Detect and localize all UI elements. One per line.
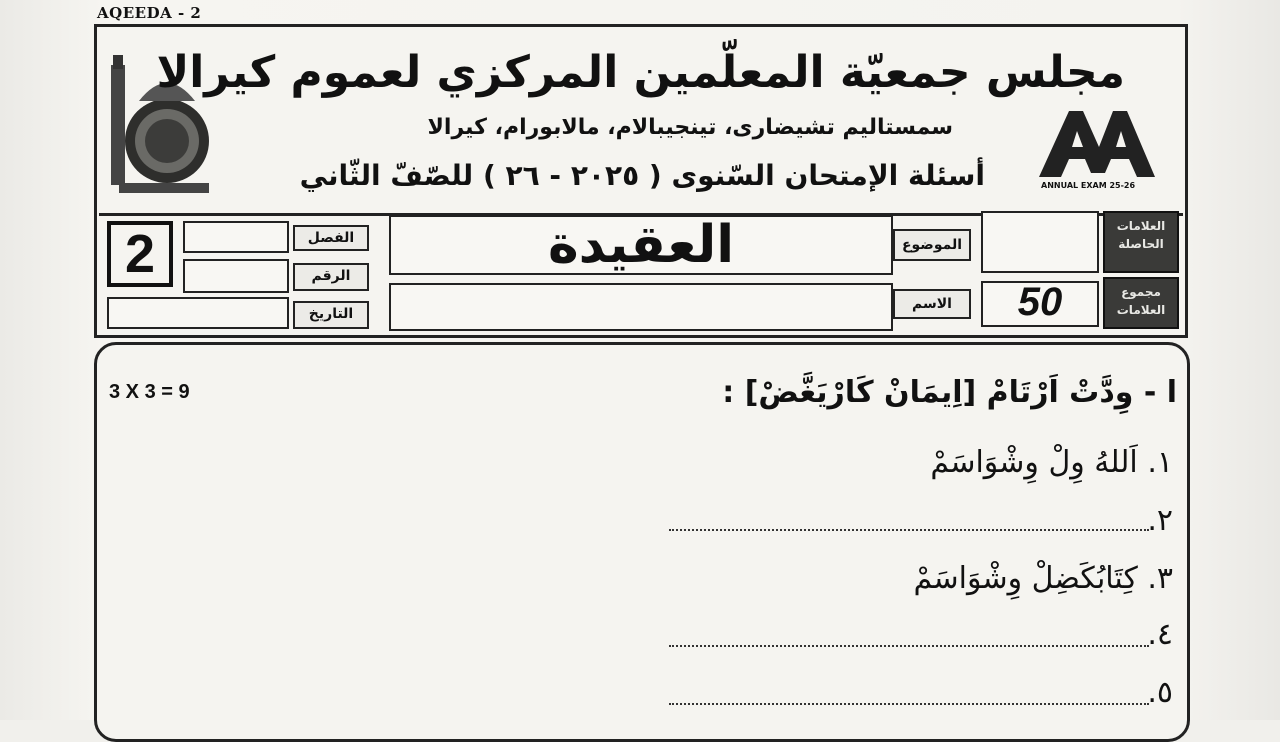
name-label: الاسم: [893, 289, 971, 319]
class-label: الفصل: [293, 225, 369, 251]
question-section: [94, 342, 1190, 742]
answer-item: [1147, 503, 1173, 538]
exam-header: [94, 24, 1188, 338]
answer-line[interactable]: [669, 529, 1149, 531]
annual-exam-logo: [1039, 107, 1155, 197]
name-field[interactable]: [389, 283, 893, 331]
question-title: ا - وِدَّتْ اَرْتَامْ [اِيمَانْ كَارْيَغَّضْ] :: [722, 375, 1177, 410]
item-text: كِتَابُكَضِلْ وِشْوَاسَمْ: [913, 561, 1138, 596]
date-label: التاريخ: [293, 301, 369, 329]
total-marks-value: 50: [981, 281, 1099, 327]
answer-item: [1147, 675, 1173, 710]
item-number: ٥.: [1147, 675, 1173, 710]
answer-line[interactable]: [669, 645, 1149, 647]
board-address: سمستاليم تشيضارى، تينجيبالام، مالابورام، كيرالا: [427, 115, 953, 140]
number-label: الرقم: [293, 263, 369, 291]
item-number: ١.: [1147, 445, 1173, 480]
marks-obtained-field[interactable]: [981, 211, 1099, 273]
answer-line[interactable]: [669, 703, 1149, 705]
number-field[interactable]: [183, 259, 289, 293]
class-number: 2: [107, 221, 173, 287]
subject-label: الموضوع: [893, 229, 971, 261]
total-marks-label: مجموع العلامات: [1103, 277, 1179, 329]
exam-title: أسئلة الإمتحان السّنوى ( ٢٠٢٥ - ٢٦ ) للصّفّ الثّاني: [299, 159, 985, 192]
item-text: اَللهُ وِلْ وِشْوَاسَمْ: [930, 445, 1138, 480]
subject-field: العقيدة: [389, 215, 893, 275]
answer-item: [930, 445, 1173, 480]
item-number: ٤.: [1147, 617, 1173, 652]
board-title: مجلس جمعيّة المعلّمين المركزي لعموم كيرالا: [156, 47, 1125, 98]
paper-code: AQEEDA - 2: [97, 4, 202, 22]
marks-obtained-label: العلامات الحاصلة: [1103, 211, 1179, 273]
answer-item: [914, 561, 1173, 596]
logo-caption: ANNUAL EXAM 25-26: [1041, 181, 1136, 190]
header-banner: [99, 29, 1183, 216]
answer-item: [1147, 617, 1173, 652]
question-marks: 3 X 3 = 9: [109, 381, 190, 403]
item-number: ٢.: [1147, 503, 1173, 538]
class-field[interactable]: [183, 221, 289, 253]
date-field[interactable]: [107, 297, 289, 329]
item-number: ٣.: [1147, 561, 1173, 596]
